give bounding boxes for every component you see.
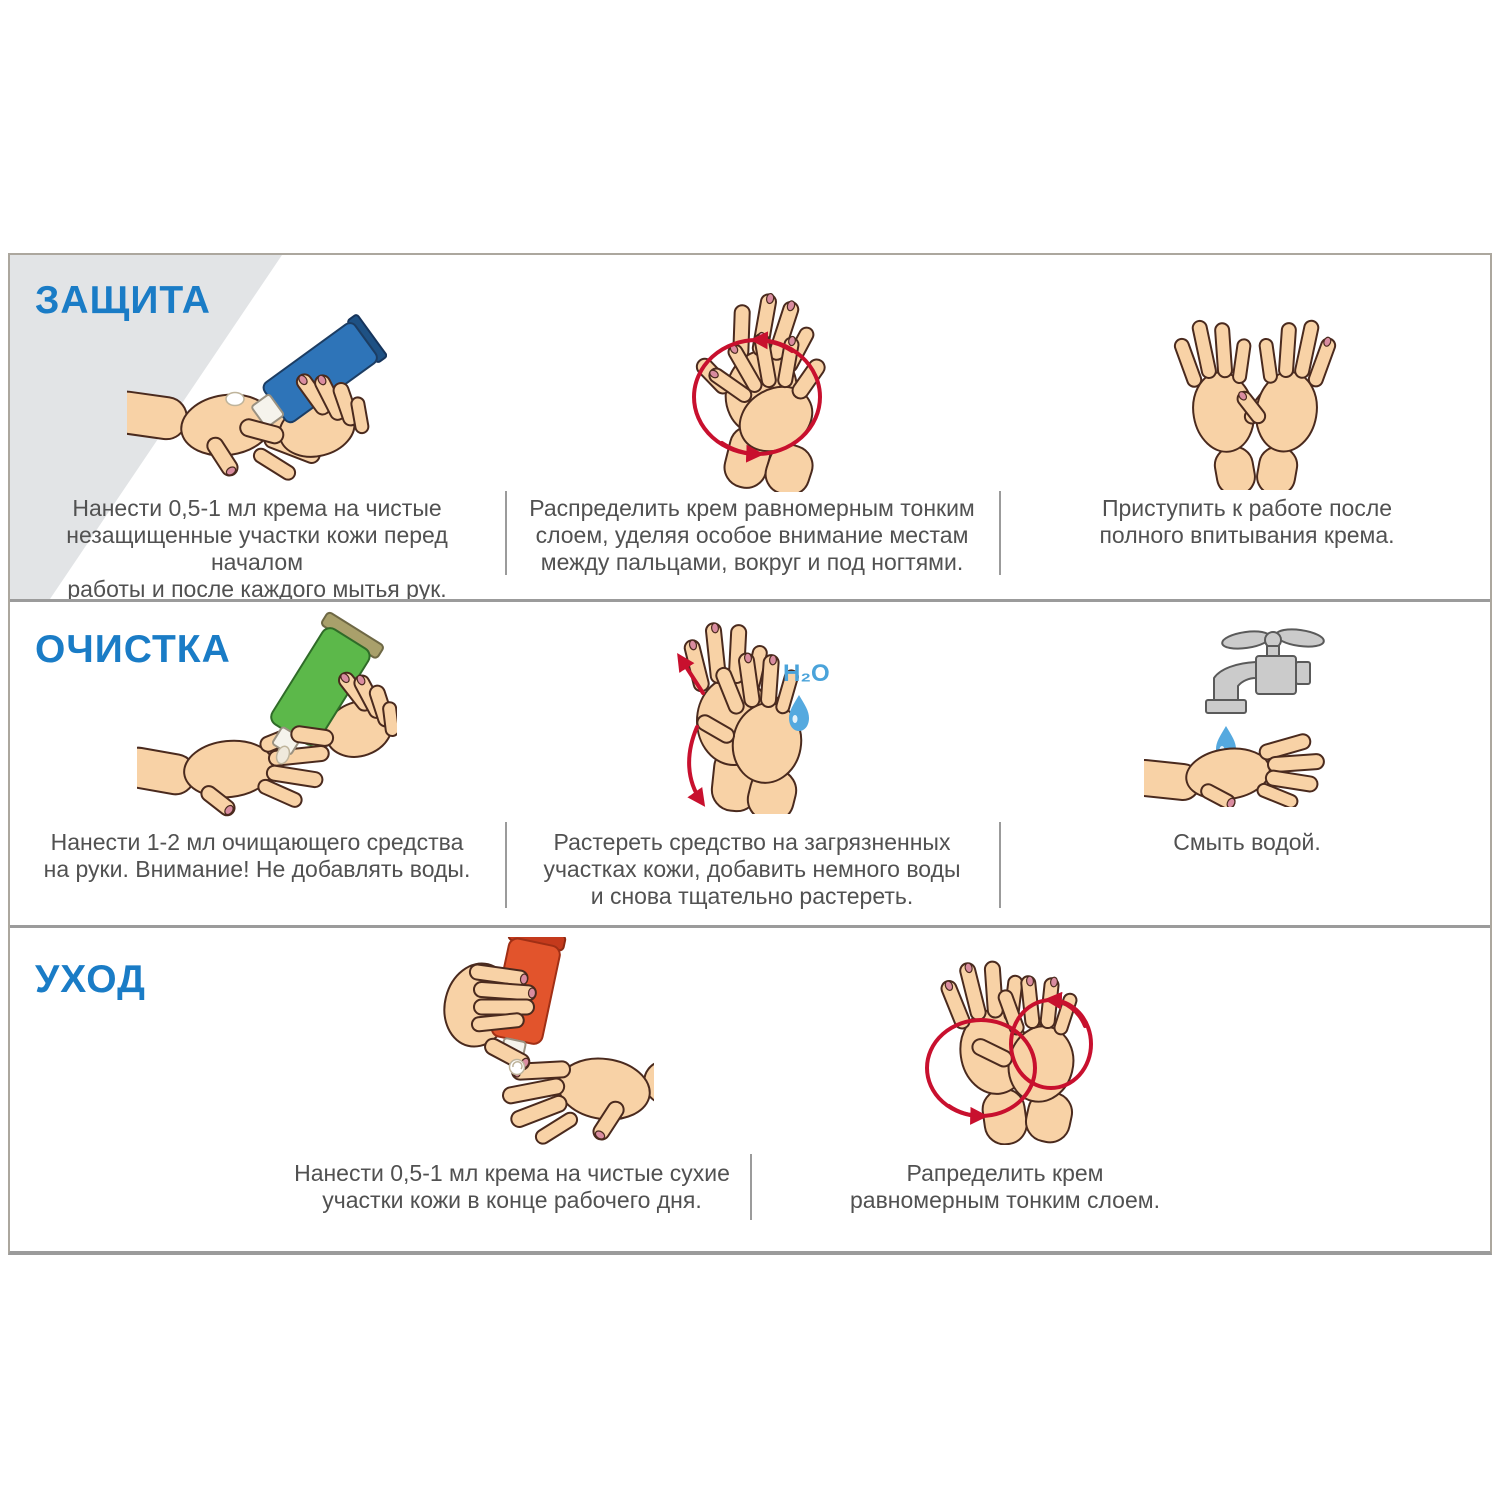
step-caption — [1017, 495, 1477, 549]
caption-line: Нанести 1-2 мл очищающего средства — [50, 829, 464, 855]
caption-line: Распределить крем равномерным тонким — [529, 495, 975, 521]
caption-line: Растереть средство на загрязненных — [553, 829, 951, 855]
section-care — [10, 925, 1490, 1250]
spread-cream-circle-illustration — [672, 277, 842, 492]
section-title-protection: ЗАЩИТА — [35, 279, 211, 322]
faucet-icon — [1206, 627, 1325, 713]
step-caption — [27, 829, 487, 883]
caption-line: Рапределить крем — [906, 1160, 1104, 1186]
column-divider — [999, 491, 1001, 575]
column-divider — [505, 822, 507, 908]
cream-dollop-icon — [510, 1060, 525, 1075]
caption-line: Нанести 0,5-1 мл крема на чистые — [72, 495, 442, 521]
section-title-care: УХОД — [35, 958, 146, 1001]
caption-line: Смыть водой. — [1173, 829, 1321, 855]
apply-cream-blue-tube-illustration — [127, 313, 387, 493]
caption-line: слоем, уделяя особое внимание местам — [535, 522, 969, 548]
section-cleansing — [10, 599, 1490, 928]
step-caption — [522, 495, 982, 576]
cream-dollop-icon — [226, 393, 244, 406]
caption-line: на руки. Внимание! Не добавлять воды. — [43, 856, 471, 882]
caption-line: Приступить к работе после — [1101, 495, 1393, 521]
caption-line: участках кожи, добавить немного воды — [543, 856, 961, 882]
caption-line: участки кожи в конце рабочего дня. — [322, 1187, 702, 1213]
column-divider — [999, 822, 1001, 908]
column-divider — [750, 1154, 752, 1220]
step-caption — [775, 1160, 1235, 1214]
spread-cream-two-circles-illustration — [915, 940, 1105, 1145]
h2o-label: H₂O — [783, 660, 830, 687]
rub-hands-add-water-illustration — [637, 619, 857, 814]
caption-line: незащищенные участки кожи перед началом — [66, 522, 448, 575]
step-caption — [282, 1160, 742, 1214]
step-caption — [27, 495, 487, 603]
apply-cream-orange-tube-illustration — [374, 937, 654, 1152]
apply-cleanser-green-tube-illustration — [137, 609, 397, 819]
rinse-under-tap-illustration — [1144, 622, 1344, 807]
hand-care-poster — [8, 253, 1492, 1255]
column-divider — [505, 491, 507, 575]
caption-line: равномерным тонким слоем. — [850, 1187, 1160, 1213]
absorbed-hands-illustration — [1162, 300, 1342, 490]
step-caption — [1017, 829, 1477, 856]
caption-line: и снова тщательно растереть. — [590, 883, 914, 909]
caption-line: Нанести 0,5-1 мл крема на чистые сухие — [294, 1160, 730, 1186]
section-title-cleansing: ОЧИСТКА — [35, 628, 231, 671]
section-protection — [10, 255, 1490, 602]
caption-line: полного впитывания крема. — [1099, 522, 1395, 548]
step-caption — [522, 829, 982, 910]
caption-line: между пальцами, вокруг и под ногтями. — [540, 549, 964, 575]
caption-line: работы и после каждого мытья рук. — [67, 576, 447, 602]
